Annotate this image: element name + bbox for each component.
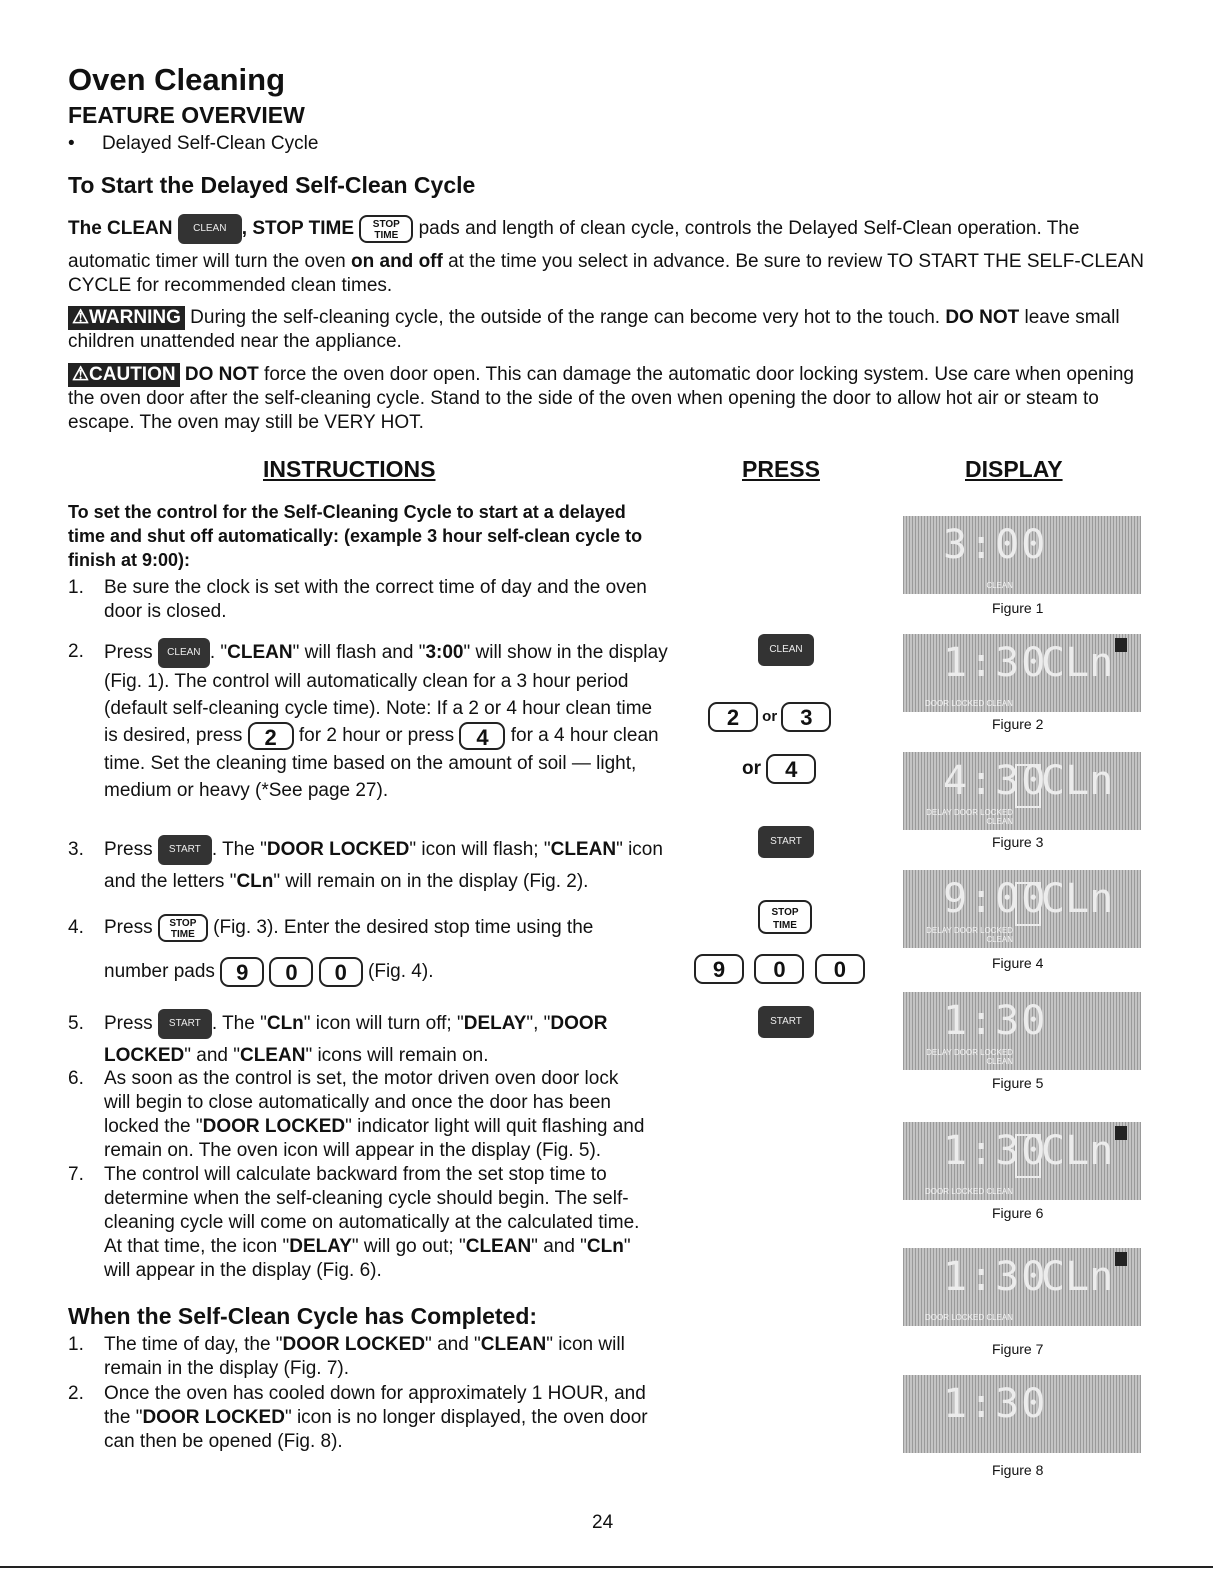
display-box: [1015, 1134, 1041, 1178]
section-heading: To Start the Delayed Self-Clean Cycle: [68, 172, 476, 198]
pad-3-icon: 3: [781, 702, 831, 732]
display-digits: 1:30: [943, 640, 1048, 686]
display-digits: 1:30: [943, 1381, 1048, 1427]
step-4: [68, 906, 668, 994]
step-bold: CLEAN: [550, 839, 617, 860]
stop-line1: STOP: [771, 907, 799, 918]
step-text: The control will calculate backward from the set stop time to determine when the self-cleaning cycle should begin. The self-cleaning cycle will come on automatically at the calculated time. At that time, the icon ": [104, 1164, 640, 1257]
press-2-or-3: [708, 702, 831, 732]
step-number: 1.: [68, 1334, 84, 1355]
step-1: [68, 576, 648, 624]
step-text: Press: [104, 1013, 153, 1034]
display-indicators: DELAY DOOR LOCKED CLEAN: [926, 808, 1013, 826]
display-figure-2: [903, 634, 1141, 712]
display-figure-4: [903, 870, 1141, 948]
step-text: (Fig. 4).: [368, 961, 434, 982]
step-text: " and ": [531, 1236, 587, 1257]
step-text: " icon will remain in the display (Fig. 7).: [104, 1334, 625, 1379]
display-box: [1015, 764, 1041, 808]
step-bold: 3:00: [425, 642, 464, 664]
display-figure-7: [903, 1248, 1141, 1326]
display-indicators: CLEAN: [986, 581, 1013, 590]
step-text: (Fig. 3). Enter the desired stop time using the: [213, 917, 594, 938]
step-text: " will remain on in the display (Fig. 2).: [273, 871, 589, 892]
display-cln: CLn: [1041, 1254, 1114, 1300]
stop-line1: STOP: [169, 917, 197, 929]
warning-bold: DO NOT: [945, 307, 1020, 328]
pad-0-icon: 0: [319, 957, 363, 987]
caution-badge: ⚠CAUTION: [68, 363, 180, 387]
step-bold: DOOR LOCKED: [202, 1116, 346, 1137]
step-text: Once the oven has cooled down for approximately 1 HOUR, and the ": [104, 1383, 646, 1428]
clean-pad-icon: CLEAN: [158, 638, 210, 668]
step-text: . The ": [211, 1013, 267, 1034]
figure-caption: Figure 1: [992, 600, 1044, 616]
step-number: 3.: [68, 839, 84, 860]
step-bold: DOOR LOCKED: [282, 1334, 426, 1355]
step-text: " and ": [184, 1045, 240, 1066]
intro-stop-label: , STOP TIME: [241, 218, 355, 240]
step-text: " indicator light will quit flashing and remain on. The oven icon will appear in the display (Fig. 5).: [104, 1116, 645, 1161]
figure-caption: Figure 2: [992, 716, 1044, 732]
warning-paragraph: [68, 306, 1148, 354]
display-box: [1015, 882, 1041, 926]
step-bold: DOOR LOCKED: [104, 1013, 608, 1066]
step-number: 6.: [68, 1068, 84, 1089]
stop-line1: STOP: [372, 219, 400, 230]
intro-text-e: at the time you select in advance. Be sure to review TO START THE SELF-CLEAN CYCLE for recommended clean times.: [68, 251, 1145, 296]
press-start-icon: START: [758, 826, 814, 858]
instructions-heading: INSTRUCTIONS: [263, 456, 436, 482]
stop-time-pad-icon: [359, 215, 413, 243]
pad-4-icon: 4: [459, 722, 505, 750]
display-cln: CLn: [1041, 758, 1114, 804]
step-bold: CLn: [266, 1013, 304, 1034]
press-or-4: [742, 754, 816, 784]
step-text: for a 4 hour clean time. Set the cleaning time based on the amount of soil — light, medium or heavy (*See page 27).: [104, 725, 659, 801]
step-text: As soon as the control is set, the motor driven oven door lock will begin to close automatically and once the door has been locked the ": [104, 1068, 619, 1137]
oven-indicator-icon: [1115, 1252, 1127, 1266]
figure-caption: Figure 5: [992, 1075, 1044, 1091]
step-text: Be sure the clock is set with the correct time of day and the oven door is closed.: [104, 577, 647, 622]
intro-clean-label: The CLEAN: [68, 218, 173, 240]
display-digits: 4:30: [943, 758, 1048, 804]
display-indicators: DELAY DOOR LOCKED CLEAN: [926, 926, 1013, 944]
step-6: [68, 1067, 648, 1163]
step-text: " will flash and ": [292, 642, 426, 664]
press-start-icon: START: [758, 1006, 814, 1038]
stop-line2: TIME: [374, 230, 399, 241]
display-figure-6: [903, 1122, 1141, 1200]
or-label: or: [742, 758, 761, 780]
step-text: Press: [104, 839, 153, 860]
press-stop-time-icon: [758, 900, 812, 934]
caution-bold: DO NOT: [184, 364, 259, 385]
intro-text-d: automatic timer will turn the oven: [68, 251, 346, 272]
bullet-dot: •: [68, 133, 75, 154]
intro-paragraph: [68, 214, 1148, 298]
completed-2: [68, 1382, 668, 1454]
step-text: " icon is no longer displayed, the oven door can then be opened (Fig. 8).: [104, 1407, 648, 1452]
step-text: . The ": [211, 839, 267, 860]
step-text: The time of day, the ": [104, 1334, 283, 1355]
step-text: " icon and the letters ": [104, 839, 663, 892]
bottom-rule: [0, 1566, 1213, 1568]
warning-badge: ⚠WARNING: [68, 306, 185, 330]
step-number: 2.: [68, 1383, 84, 1404]
clean-pad-icon: CLEAN: [178, 214, 242, 244]
display-cln: CLn: [1041, 640, 1114, 686]
pad-0-icon: 0: [269, 957, 313, 987]
step-text: " icon will flash; ": [409, 839, 551, 860]
step-bold: CLEAN: [465, 1236, 532, 1257]
step-text: " icons will remain on.: [305, 1045, 489, 1066]
figure-caption: Figure 7: [992, 1341, 1044, 1357]
bullet-text: Delayed Self-Clean Cycle: [101, 133, 319, 154]
step-text: ", ": [526, 1013, 551, 1034]
intro-bold: on and off: [351, 251, 443, 272]
display-indicators: DOOR LOCKED CLEAN: [924, 699, 1013, 708]
step-bold: DOOR LOCKED: [266, 839, 410, 860]
figure-caption: Figure 8: [992, 1462, 1044, 1478]
display-indicators: DOOR LOCKED CLEAN: [924, 1187, 1013, 1196]
display-cln: CLn: [1041, 876, 1114, 922]
step-5: [68, 1008, 668, 1072]
display-figure-3: [903, 752, 1141, 830]
step-text: . ": [209, 642, 228, 664]
step-text: Press: [104, 917, 153, 938]
display-heading: DISPLAY: [965, 456, 1063, 482]
step-bold: CLEAN: [227, 642, 293, 664]
oven-indicator-icon: [1115, 1126, 1127, 1140]
display-digits: 3:00: [943, 522, 1048, 568]
step-text: " icon will turn off; ": [303, 1013, 464, 1034]
step-bold: CLn: [236, 871, 274, 892]
step-text: " will go out; ": [351, 1236, 466, 1257]
start-pad-icon: START: [158, 835, 212, 865]
step-text: for 2 hour or press: [298, 725, 455, 747]
display-digits: 1:30: [943, 1254, 1048, 1300]
display-figure-8: [903, 1375, 1141, 1453]
pad-2-icon: 2: [708, 702, 758, 732]
completed-1: [68, 1333, 658, 1381]
step-bold: CLEAN: [480, 1334, 547, 1355]
feature-bullet: [68, 132, 318, 156]
step-text: " will show in the display (Fig. 1). The control will automatically clean for a 3 hour period (default self-cleaning cycle time). Note: If a 2 or 4 hour clean time is desired, press: [104, 642, 668, 747]
display-digits: 9:00: [943, 876, 1048, 922]
oven-indicator-icon: [1115, 638, 1127, 652]
display-indicators: DOOR LOCKED CLEAN: [924, 1313, 1013, 1322]
step-number: 1.: [68, 577, 84, 598]
step-number: 7.: [68, 1164, 84, 1185]
step-2: [68, 638, 668, 804]
pad-0-icon: 0: [815, 954, 865, 984]
warning-text-a: During the self-cleaning cycle, the outside of the range can become very hot to the touch.: [190, 307, 941, 328]
pad-9-icon: 9: [694, 954, 744, 984]
pad-0-icon: 0: [754, 954, 804, 984]
step-bold: CLn: [586, 1236, 624, 1257]
step-bold: DELAY: [463, 1013, 527, 1034]
display-digits: 1:30: [943, 998, 1048, 1044]
step-bold: DELAY: [289, 1236, 352, 1257]
page-number: 24: [592, 1512, 614, 1533]
page-title: Oven Cleaning: [68, 62, 286, 97]
intro-text-c: pads and length of clean cycle, controls the Delayed Self-Clean operation. The: [418, 218, 1080, 240]
stop-line2: TIME: [170, 928, 195, 940]
lead-text: To set the control for the Self-Cleaning Cycle to start at a delayed time and shut off automatically: (example 3 hour self-clean cycle to finish at 9:00):: [68, 502, 643, 570]
figure-caption: Figure 4: [992, 955, 1044, 971]
step-text: " will appear in the display (Fig. 6).: [104, 1236, 631, 1281]
step-bold: DOOR LOCKED: [142, 1407, 285, 1428]
press-heading: PRESS: [742, 456, 820, 482]
feature-overview-heading: FEATURE OVERVIEW: [68, 102, 305, 128]
start-pad-icon: START: [158, 1009, 212, 1039]
step-3: [68, 834, 668, 898]
display-figure-1: [903, 516, 1141, 594]
step-7: [68, 1163, 648, 1283]
figure-caption: Figure 3: [992, 834, 1044, 850]
step-text: " and ": [425, 1334, 481, 1355]
step-text: number pads: [104, 961, 215, 982]
step-text: Press: [104, 642, 153, 664]
press-9-0-0: [694, 954, 865, 984]
or-label: or: [762, 707, 778, 725]
completed-heading: When the Self-Clean Cycle has Completed:: [68, 1303, 538, 1329]
press-clean-icon: CLEAN: [758, 634, 814, 666]
pad-4-icon: 4: [766, 754, 816, 784]
caution-text: force the oven door open. This can damage the automatic door locking system. Use care when opening the oven door after the self-cleaning cycle. Stand to the side of the oven when opening the door to allow hot air or steam to escape. The oven may still be VERY HOT.: [68, 364, 1134, 433]
figure-caption: Figure 6: [992, 1205, 1044, 1221]
display-indicators: DELAY DOOR LOCKED CLEAN: [926, 1048, 1013, 1066]
step-number: 4.: [68, 917, 84, 938]
warning-text-b: leave small children unattended near the appliance.: [68, 307, 1120, 352]
pad-9-icon: 9: [220, 957, 264, 987]
display-figure-5: [903, 992, 1141, 1070]
stop-line2: TIME: [773, 920, 797, 931]
step-number: 5.: [68, 1013, 84, 1034]
display-digits: 1:30: [943, 1128, 1048, 1174]
step-number: 2.: [68, 641, 84, 662]
stop-time-pad-icon: [158, 914, 208, 942]
pad-2-icon: 2: [248, 722, 294, 750]
display-cln: CLn: [1041, 1128, 1114, 1174]
caution-paragraph: [68, 363, 1148, 435]
step-bold: CLEAN: [239, 1045, 306, 1066]
